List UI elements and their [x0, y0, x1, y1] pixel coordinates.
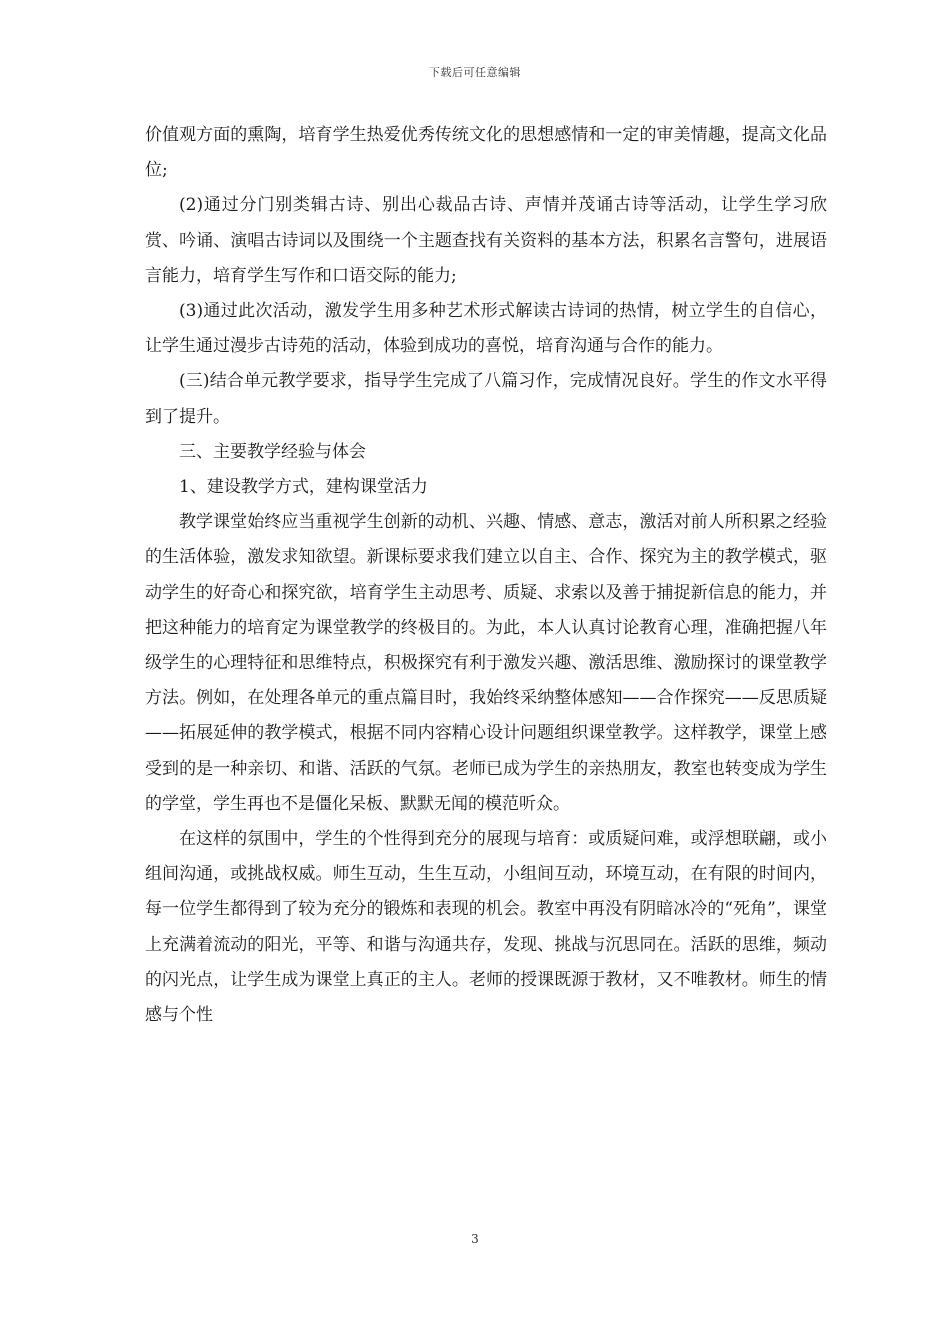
paragraph-8: 在这样的氛围中，学生的个性得到充分的展现与培育：或质疑问难，或浮想联翩，或小组间沟通，或挑战权威。师生互动，生生互动，小组间互动，环境互动，在有限的时间内，每一位学生都得到了较为充分的锻炼和表现的机会。教室中再没有阴暗冰冷的“死角”，课堂上充满着流动的阳光，平等、和谐与沟通共存，发现、挑战与沉思同在。活跃的思维，频动的闪光点，让学生成为课堂上真正的主人。老师的授课既源于教材，又不唯教材。师生的情感与个性: [145, 829, 827, 1026]
page-number: 3: [471, 1232, 479, 1246]
subsection-heading: 1、建设教学方式，建构课堂活力: [179, 477, 428, 498]
document-body: [145, 118, 827, 1033]
paragraph-1: 价值观方面的熏陶，培育学生热爱优秀传统文化的思想感情和一定的审美情趣，提高文化品位;: [145, 125, 827, 181]
paragraph-7: 教学课堂始终应当重视学生创新的动机、兴趣、情感、意志，激活对前人所积累之经验的生活体验，激发求知欲望。新课标要求我们建立以自主、合作、探究为主的教学模式，驱动学生的好奇心和探究欲，培育学生主动思考、质疑、求索以及善于捕捉新信息的能力，并把这种能力的培育定为课堂教学的终极目的。为此，本人认真讨论教育心理，准确把握八年级学生的心理特征和思维特点，积极探究有利于激发兴趣、激活思维、激励探讨的课堂教学方法。例如，在处理各单元的重点篇目时，我始终采纳整体感知——合作探究——反思质疑——拓展延伸的教学模式，根据不同内容精心设计问题组织课堂教学。这样教学，课堂上感受到的是一种亲切、和谐、活跃的气氛。老师已成为学生的亲热朋友，教室也转变成为学生的学堂，学生再也不是僵化呆板、默默无闻的模范听众。: [145, 512, 827, 814]
paragraph-4: (三)结合单元教学要求，指导学生完成了八篇习作，完成情况良好。学生的作文水平得到了提升。: [145, 371, 827, 427]
paragraph-2: (2)通过分门别类辑古诗、别出心裁品古诗、声情并茂诵古诗等活动，让学生学习欣赏、吟诵、演唱古诗词以及围绕一个主题查找有关资料的基本方法，积累名言警句，进展语言能力，培育学生写作和口语交际的能力;: [145, 195, 827, 286]
paragraph-3: (3)通过此次活动，激发学生用多种艺术形式解读古诗词的热情，树立学生的自信心，让学生通过漫步古诗苑的活动，体验到成功的喜悦，培育沟通与合作的能力。: [145, 301, 827, 357]
section-heading: 三、主要教学经验与体会: [179, 441, 366, 462]
page-header: 下载后可任意编辑: [429, 66, 521, 79]
